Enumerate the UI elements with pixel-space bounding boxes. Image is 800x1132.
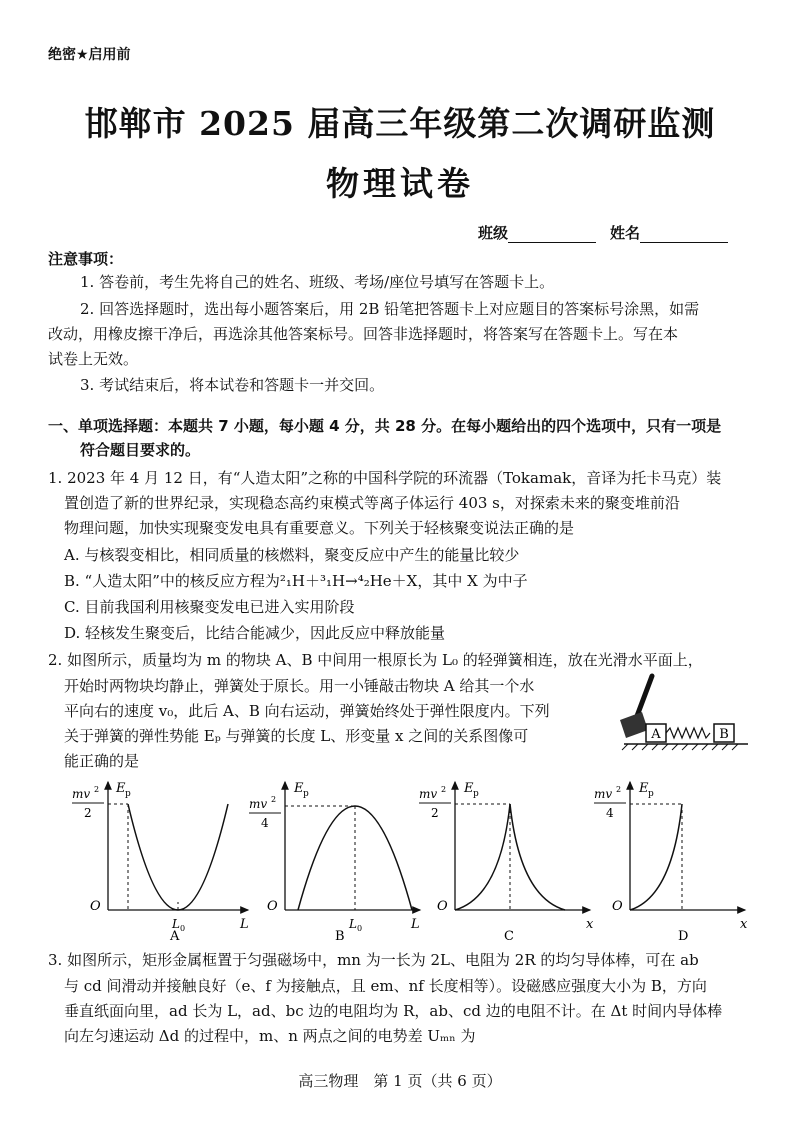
name-blank[interactable] xyxy=(640,228,728,243)
subject-title: 物理试卷 xyxy=(326,164,474,203)
class-blank[interactable] xyxy=(508,228,596,243)
graph-c-ep: E xyxy=(464,781,474,796)
hammer-spring-figure xyxy=(612,672,752,752)
student-fields xyxy=(478,222,728,243)
q1-option-b-equation: ²₁H＋³₁H→⁴₂He＋X xyxy=(279,572,418,590)
graph-d-origin: O xyxy=(612,899,623,914)
name-label: 姓名 xyxy=(610,224,641,242)
graph-d-x: x xyxy=(740,917,748,932)
graph-b-ep-sub: p xyxy=(303,789,309,799)
graph-c-x: x xyxy=(586,917,594,932)
graph-c-sq: 2 xyxy=(441,785,447,794)
graph-a-half: 2 xyxy=(84,806,92,820)
graph-c-curve-right xyxy=(510,804,565,910)
page-footer: 高三物理 第 1 页（共 6 页） xyxy=(298,1072,502,1090)
q3-stem-3: 垂直纸面向里，ad 长为 L，ad、bc 边的电阻均为 R，ab、cd 边的电阻不计。在 Δt 时间内导体棒 xyxy=(64,1002,723,1020)
q1-stem-1: 1. 2023 年 4 月 12 日，有“人造太阳”之称的中国科学院的环流器（Tokamak，音译为托卡马克）装 xyxy=(48,469,722,487)
notes-heading: 注意事项： xyxy=(48,250,124,268)
graph-c-label: C xyxy=(504,929,514,944)
graph-a-label: A xyxy=(170,929,180,944)
graph-a-origin: O xyxy=(90,899,101,914)
graph-b-mv: mv xyxy=(249,797,268,811)
block-b-label: B xyxy=(719,727,729,742)
spring xyxy=(666,728,710,738)
graph-b-l: L xyxy=(411,917,420,932)
q2-stem-2: 开始时两物块均静止，弹簧处于原长。用一小锤敲击物块 A 给其一个水 xyxy=(64,677,535,695)
q1-stem-2: 置创造了新的世界纪录，实现稳态高约束模式等离子体运行 403 s，对探索未来的聚变堆前沿 xyxy=(64,494,680,512)
graph-b-l0: L xyxy=(349,917,357,931)
section-heading xyxy=(48,414,748,462)
q2-stem-5: 能正确的是 xyxy=(64,752,140,770)
graph-d-label: D xyxy=(678,929,689,944)
graph-b-ep: E xyxy=(294,781,304,796)
q1-stem-3: 物理问题，加快实现聚变发电具有重要意义。下列关于轻核聚变说法正确的是 xyxy=(64,519,575,537)
graph-a-curve xyxy=(128,804,228,910)
graph-b-sq: 2 xyxy=(271,795,277,804)
q2-graphs xyxy=(60,772,760,944)
graph-a-mv: mv xyxy=(72,787,91,801)
q2-stem-4: 关于弹簧的弹性势能 Eₚ 与弹簧的长度 L、形变量 x 之间的关系图像可 xyxy=(64,727,529,745)
graph-c-origin: O xyxy=(437,899,448,914)
graph-b-quarter: 4 xyxy=(261,816,269,830)
exam-title: 邯郸市 2025 届高三年级第二次调研监测 xyxy=(84,104,716,143)
note-2-cont: 改动，用橡皮擦干净后，再选涂其他答案标号。回答非选择题时，将答案写在答题卡上。写在本 xyxy=(48,325,679,343)
graph-d-quarter: 4 xyxy=(606,806,614,820)
graph-d-mv: mv xyxy=(594,787,613,801)
graph-b-l0-sub: 0 xyxy=(357,924,363,933)
section-line-1: 一、单项选择题：本题共 7 小题，每小题 4 分，共 28 分。在每小题给出的四个选项中，只有一项是 xyxy=(48,417,722,435)
graph-b[interactable] xyxy=(249,781,420,944)
graph-c[interactable] xyxy=(419,781,594,944)
graph-b-curve xyxy=(298,806,412,910)
graph-d[interactable] xyxy=(594,781,748,944)
graph-b-label: B xyxy=(335,929,345,944)
graph-d-ep-sub: p xyxy=(648,789,654,799)
graph-d-ep: E xyxy=(639,781,649,796)
note-2-end: 试卷上无效。 xyxy=(48,350,139,368)
graph-c-ep-sub: p xyxy=(473,789,479,799)
graph-d-sq: 2 xyxy=(616,785,622,794)
graph-c-half: 2 xyxy=(431,806,439,820)
graph-a-l0-sub: 0 xyxy=(180,924,186,933)
graph-a-l: L xyxy=(240,917,249,932)
q1-option-d[interactable]: D. 轻核发生聚变后，比结合能减少，因此反应中释放能量 xyxy=(64,624,446,642)
graph-b-origin: O xyxy=(267,899,278,914)
q1-option-a[interactable]: A. 与核裂变相比，相同质量的核燃料，聚变反应中产生的能量比较少 xyxy=(64,546,520,564)
graph-c-curve-left xyxy=(455,804,510,910)
note-1: 1. 答卷前，考生先将自己的姓名、班级、考场/座位号填写在答题卡上。 xyxy=(80,273,555,291)
q1-option-c[interactable]: C. 目前我国利用核聚变发电已进入实用阶段 xyxy=(64,598,355,616)
q2-stem-1: 2. 如图所示，质量均为 m 的物块 A、B 中间用一根原长为 L₀ 的轻弹簧相连，放在光滑水平面上， xyxy=(48,651,703,669)
graph-a[interactable] xyxy=(72,781,249,944)
hammer-head xyxy=(620,712,648,738)
section-line-2: 符合题目要求的。 xyxy=(80,441,201,459)
q3-stem-4: 向左匀速运动 Δd 的过程中，m、n 两点之间的电势差 Uₘₙ 为 xyxy=(64,1027,476,1045)
graph-c-mv: mv xyxy=(419,787,438,801)
q1-option-b-post: ，其中 X 为中子 xyxy=(417,572,528,590)
q3-stem-2: 与 cd 间滑动并接触良好（e、f 为接触点，且 em、nf 长度相等）。设磁感应强度大小为 B，方向 xyxy=(64,977,707,995)
graph-a-sq: 2 xyxy=(94,785,100,794)
q3-stem-1: 3. 如图所示，矩形金属框置于匀强磁场中，mn 为一长为 2L、电阻为 2R 的均匀导体棒，可在 ab xyxy=(48,951,699,969)
note-2: 2. 回答选择题时，选出每小题答案后，用 2B 铅笔把答题卡上对应题目的答案标号涂黑，如需 xyxy=(80,300,700,318)
block-a-label: A xyxy=(651,727,661,742)
class-label: 班级 xyxy=(478,224,509,242)
q1-option-b[interactable] xyxy=(64,569,528,593)
q1-option-b-pre: B. “人造太阳”中的核反应方程为 xyxy=(64,572,280,590)
q2-stem-3: 平向右的速度 v₀，此后 A、B 向右运动，弹簧始终处于弹性限度内。下列 xyxy=(64,702,550,720)
graph-d-curve xyxy=(630,804,682,910)
note-3: 3. 考试结束后，将本试卷和答题卡一并交回。 xyxy=(80,376,385,394)
confidential-mark: 绝密★启用前 xyxy=(48,47,131,63)
graph-a-ep: E xyxy=(116,781,126,796)
graph-a-l0: L xyxy=(172,917,180,931)
graph-a-ep-sub: p xyxy=(125,789,131,799)
